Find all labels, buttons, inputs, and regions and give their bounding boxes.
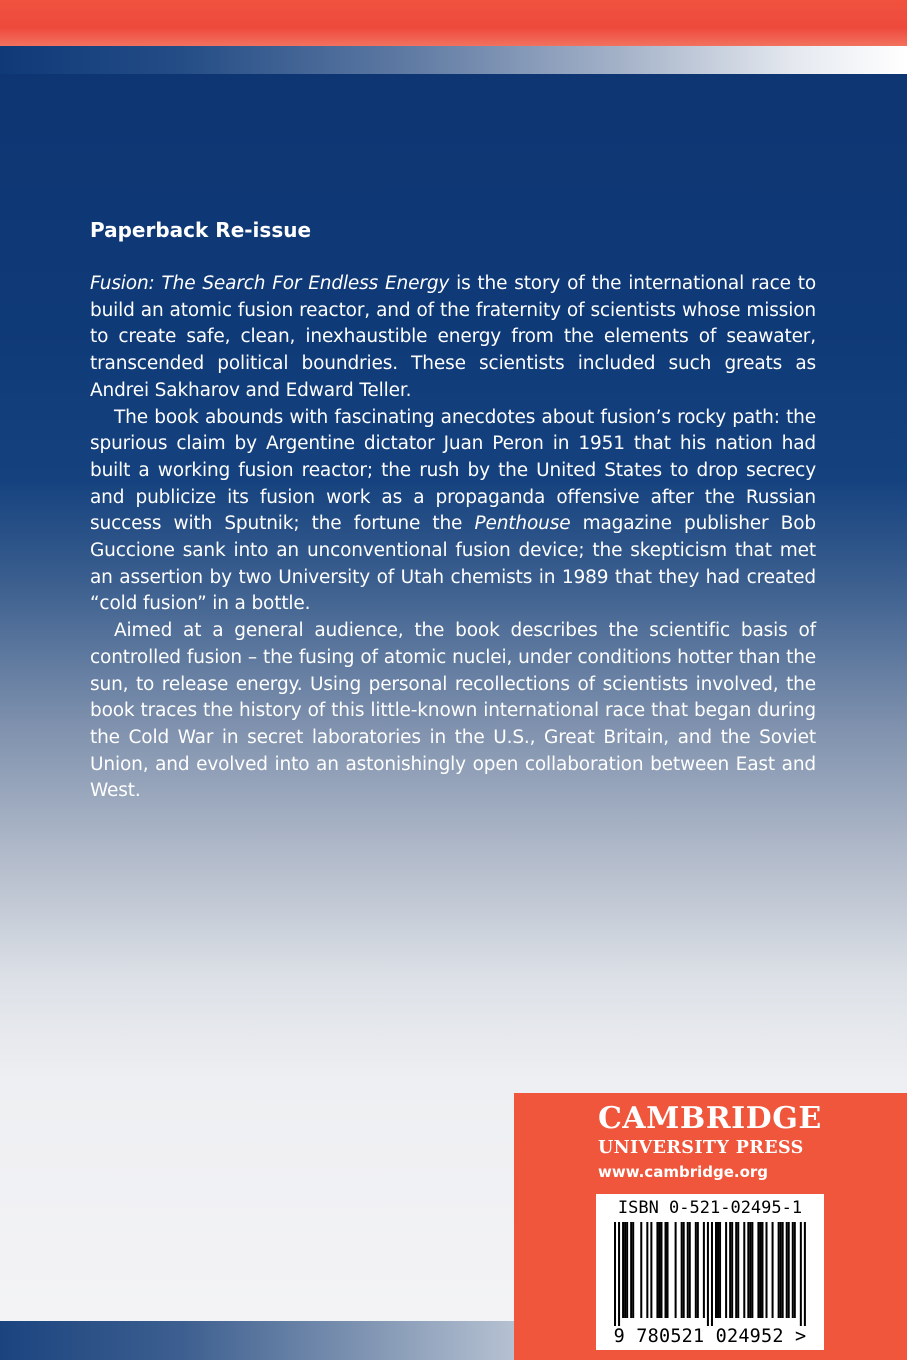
barcode-bar xyxy=(788,1222,790,1318)
barcode-bar xyxy=(735,1222,737,1318)
paragraph-text: The book abounds with fascinating anecdotes about fusion’s rocky path: the spurious claim by Argentine dictator Juan Peron in 1951 that his nation had built a working fusion reactor; the rush by the United States to drop secrecy and publicize its fusion work as a propaganda offensive after the Russian success with Sputnik; the fortune the xyxy=(90,406,816,535)
barcode-bar xyxy=(782,1222,784,1318)
blurb-paragraph-3 xyxy=(90,618,816,805)
barcode-bar xyxy=(630,1222,632,1318)
barcode-bar xyxy=(681,1222,683,1318)
barcode-panel xyxy=(596,1194,824,1350)
barcode-bar xyxy=(665,1222,667,1318)
barcode-bar xyxy=(737,1222,739,1318)
barcode-bar xyxy=(646,1222,648,1318)
barcode-bar xyxy=(804,1222,806,1326)
barcode-bar xyxy=(729,1222,731,1318)
barcode-bar xyxy=(761,1222,763,1318)
barcode-bar xyxy=(786,1222,788,1318)
publisher-box xyxy=(514,1093,907,1360)
barcode-bar xyxy=(780,1222,782,1318)
barcode-bar xyxy=(715,1222,717,1318)
barcode-bar xyxy=(800,1222,802,1326)
barcode-bar xyxy=(618,1222,620,1326)
barcode-bar xyxy=(751,1222,753,1318)
paperback-heading: Paperback Re-issue xyxy=(90,218,312,242)
barcode-bar xyxy=(656,1222,658,1318)
top-red-stripe xyxy=(0,0,907,46)
barcode-bar xyxy=(675,1222,677,1318)
barcode-bar xyxy=(695,1222,697,1318)
paragraph-text: Aimed at a general audience, the book describes the scientific basis of controlled fusion – the fusing of atomic nuclei, under conditions hotter than the sun, to release energy. Using personal recollections of scientists involved, the book traces the history of this little-known international race that began during the Cold War in secret laboratories in the U.S., Great Britain, and the Soviet Union, and evolved into an astonishingly open collaboration between East and West. xyxy=(90,620,816,802)
barcode-bar xyxy=(717,1222,719,1318)
barcode-bar xyxy=(667,1222,669,1318)
barcode-bar xyxy=(766,1222,768,1318)
barcode-bar xyxy=(632,1222,634,1318)
italic-title-text: Penthouse xyxy=(474,513,571,535)
barcode-bar xyxy=(711,1222,713,1326)
barcode-bar xyxy=(725,1222,727,1318)
barcode-bar xyxy=(614,1222,616,1326)
barcode-bar xyxy=(749,1222,751,1318)
top-gradient-band xyxy=(0,46,907,74)
barcode-bar xyxy=(626,1222,628,1318)
barcode-bar xyxy=(660,1222,662,1318)
ean-digits: 9 780521 024952 > xyxy=(613,1326,807,1347)
barcode-graphic xyxy=(600,1222,820,1326)
barcode-bar xyxy=(658,1222,660,1318)
barcode-bar xyxy=(650,1222,652,1318)
barcode-bar xyxy=(719,1222,721,1318)
barcode-bar xyxy=(703,1222,705,1318)
barcode-bar xyxy=(772,1222,774,1318)
barcode-bar xyxy=(747,1222,749,1318)
barcode-bar xyxy=(743,1222,745,1318)
barcode-bar xyxy=(778,1222,780,1318)
publisher-name: CAMBRIDGE xyxy=(598,1101,822,1136)
italic-title-text: Fusion: The Search For Endless Energy xyxy=(90,273,450,294)
barcode-bar xyxy=(683,1222,685,1318)
barcode-bar xyxy=(689,1222,691,1318)
barcode-bar xyxy=(794,1222,796,1318)
isbn-label: ISBN 0-521-02495-1 xyxy=(617,1198,803,1218)
publisher-subtitle: UNIVERSITY PRESS xyxy=(598,1138,804,1158)
paragraph-text: is the story of the international race to build an atomic fusion reactor, and of the fraternity of scientists whose mission to create safe, clean, inexhaustible energy from the elements of seawater, transcended political boundries. These scientists included such greats as Andrei Sakharov and Edward Teller. xyxy=(90,273,817,401)
barcode-bar xyxy=(624,1222,626,1318)
barcode-bar xyxy=(731,1222,733,1318)
blurb-paragraph-2 xyxy=(90,405,816,619)
barcode-bar xyxy=(622,1222,624,1318)
barcode-bar xyxy=(707,1222,709,1326)
paragraph-text: magazine publisher Bob Guccione sank into an unconventional fusion device; the skepticism that met an assertion by two University of Utah chemists in 1989 that they had created “cold fusion” in a bottle. xyxy=(90,513,816,615)
blurb-text xyxy=(90,271,816,805)
barcode-bar xyxy=(792,1222,794,1318)
barcode-bar xyxy=(697,1222,699,1318)
barcode-bar xyxy=(687,1222,689,1318)
publisher-url: www.cambridge.org xyxy=(598,1163,769,1181)
blurb-paragraph-1 xyxy=(90,271,816,405)
barcode-bar xyxy=(757,1222,759,1318)
bottom-gradient-band xyxy=(0,1321,520,1360)
barcode-bar xyxy=(640,1222,642,1318)
barcode-bar xyxy=(759,1222,761,1318)
